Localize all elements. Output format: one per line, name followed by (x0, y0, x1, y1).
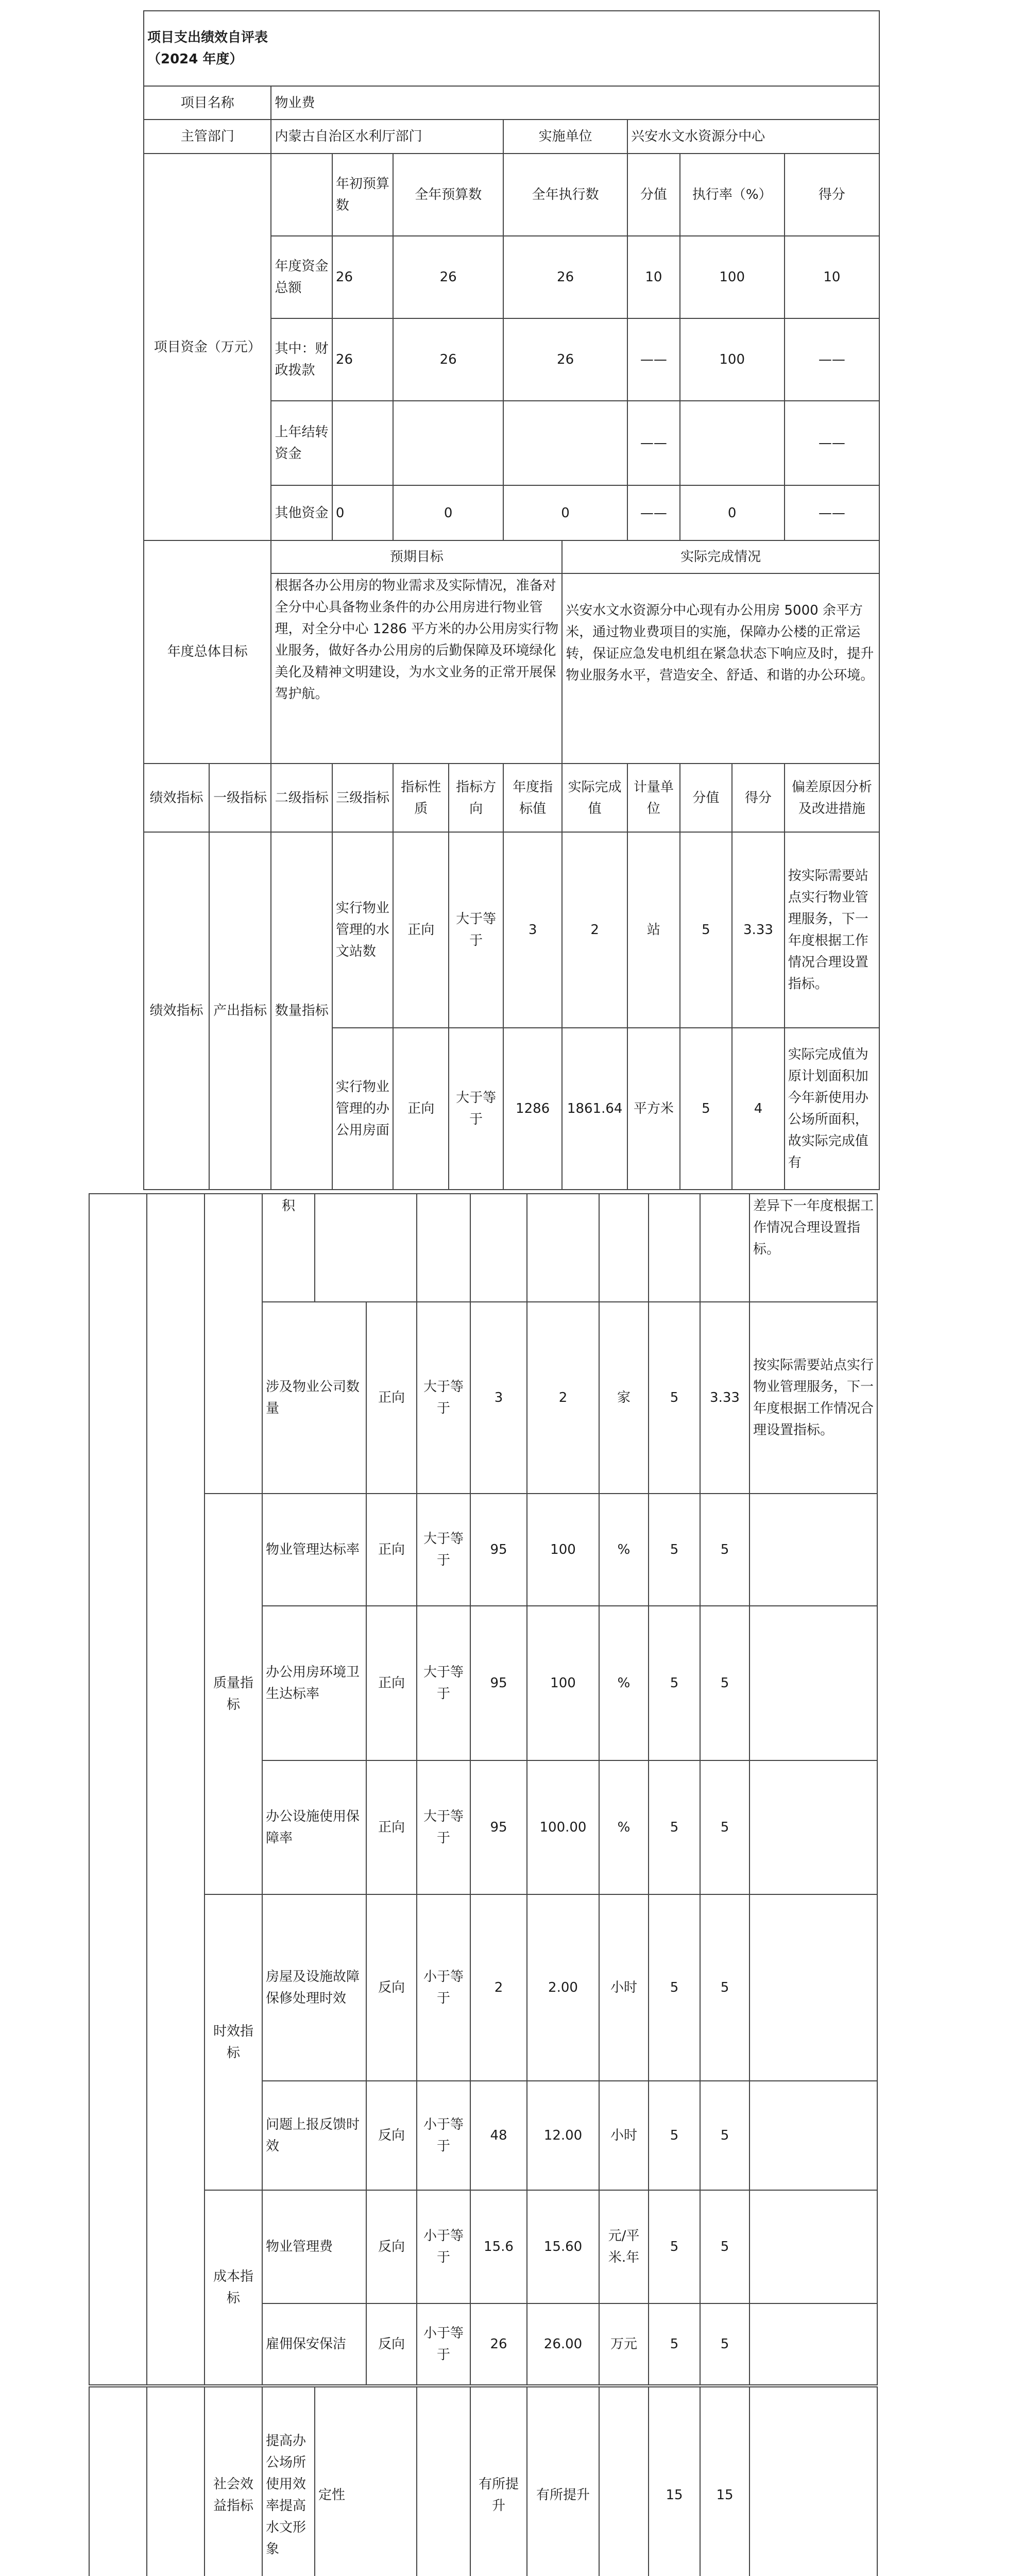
quantity-label: 数量指标 (271, 832, 332, 1190)
funds-cell: 26 (503, 236, 627, 318)
indicator-name: 实行物业管理的办公用房面 (332, 1028, 393, 1190)
indicator-direction: 小于等于 (417, 2081, 470, 2190)
benefit-label (147, 2387, 205, 2576)
indicator-direction: 小于等于 (417, 2190, 470, 2303)
indicator-actual: 100.00 (527, 1760, 599, 1894)
goals-actual-text: 兴安水文水资源分中心现有办公用房 5000 余平方米，通过物业费项目的实施，保障办公楼的正常运转，保证应急发电机组在紧急状态下响应及时，提升物业服务水平，营造安全、舒适、和谐的办公环境。 (562, 573, 879, 764)
indicator-name: 办公用房环境卫生达标率 (262, 1606, 366, 1760)
indicator-actual: 2 (562, 832, 627, 1028)
indicator-nature: 正向 (366, 1606, 417, 1760)
empty-cell (649, 1194, 700, 1302)
indicator-target: 95 (470, 1606, 527, 1760)
indicator-actual: 有所提升 (527, 2387, 599, 2576)
indicator-actual: 26.00 (527, 2303, 599, 2385)
header-note: 偏差原因分析及改进措施 (785, 764, 879, 832)
timeliness-label: 时效指标 (205, 1894, 262, 2190)
indicator-nature: 正向 (366, 1760, 417, 1894)
indicator-nature: 反向 (366, 1894, 417, 2081)
funds-corner (271, 154, 332, 236)
indicator-name: 物业管理费 (262, 2190, 366, 2303)
indicator-unit: % (599, 1494, 649, 1606)
level1-column-cont (147, 1194, 205, 2385)
funds-cell: 26 (393, 318, 503, 401)
header-level1: 一级指标 (209, 764, 271, 832)
indicator-direction: 大于等于 (417, 1606, 470, 1760)
indicator-direction: 小于等于 (417, 2303, 470, 2385)
empty-cell (417, 1194, 470, 1302)
self-evaluation-table-part-3 (89, 2386, 878, 2576)
indicator-nature: 正向 (393, 832, 449, 1028)
indicator-target: 15.6 (470, 2190, 527, 2303)
header-perf: 绩效指标 (144, 764, 209, 832)
funds-cell (680, 401, 785, 485)
indicator-target: 有所提升 (470, 2387, 527, 2576)
header-unit: 计量单位 (627, 764, 680, 832)
funds-cell: 100 (680, 236, 785, 318)
project-name-label: 项目名称 (144, 86, 271, 120)
indicator-note (750, 2190, 877, 2303)
funds-cell: —— (627, 318, 680, 401)
dept-value: 内蒙古自治区水利厅部门 (271, 120, 503, 154)
funds-cell (332, 401, 393, 485)
header-level2: 二级指标 (271, 764, 332, 832)
self-evaluation-table-part-1 (143, 10, 880, 1190)
funds-cell: —— (627, 401, 680, 485)
indicator-got: 15 (700, 2387, 750, 2576)
indicator-got: 5 (700, 2190, 750, 2303)
dept-label: 主管部门 (144, 120, 271, 154)
indicator-target: 95 (470, 1494, 527, 1606)
funds-cell: 0 (680, 485, 785, 540)
funds-cell: 10 (627, 236, 680, 318)
indicator-unit: 元/平米.年 (599, 2190, 649, 2303)
funds-header-score: 分值 (627, 154, 680, 236)
indicator-got: 5 (700, 1894, 750, 2081)
indicator-got: 4 (732, 1028, 785, 1190)
funds-cell: 0 (332, 485, 393, 540)
perf-column-cont (89, 2387, 147, 2576)
indicator-score: 5 (649, 1494, 700, 1606)
empty-cell (599, 1194, 649, 1302)
output-label: 产出指标 (209, 832, 271, 1190)
indicator-note (750, 1494, 877, 1606)
indicator-nature: 反向 (366, 2081, 417, 2190)
indicator-unit (599, 2387, 649, 2576)
funds-header-initial: 年初预算数 (332, 154, 393, 236)
indicator-got: 5 (700, 2303, 750, 2385)
indicator-direction (417, 2387, 470, 2576)
table-year: （2024 年度） (147, 51, 243, 67)
indicator-nature: 反向 (366, 2190, 417, 2303)
indicator-name: 实行物业管理的水文站数 (332, 832, 393, 1028)
indicator-actual: 1861.64 (562, 1028, 627, 1190)
indicator-direction: 大于等于 (417, 1760, 470, 1894)
indicator-unit: 平方米 (627, 1028, 680, 1190)
indicator-score: 5 (649, 2303, 700, 2385)
empty-cell (700, 1194, 750, 1302)
funds-cell: 26 (393, 236, 503, 318)
header-got: 得分 (732, 764, 785, 832)
indicator-score: 5 (649, 2081, 700, 2190)
indicator-note (750, 1606, 877, 1760)
indicator-note: 按实际需要站点实行物业管理服务，下一年度根据工作情况合理设置指标。 (785, 832, 879, 1028)
header-direction: 指标方向 (449, 764, 503, 832)
indicator-name: 办公设施使用保障率 (262, 1760, 366, 1894)
indicator-got: 3.33 (700, 1302, 750, 1494)
header-score: 分值 (680, 764, 733, 832)
empty-cell (315, 1194, 417, 1302)
funds-header-got: 得分 (785, 154, 879, 236)
indicator-nature: 定性 (315, 2387, 417, 2576)
funds-header-rate: 执行率（%） (680, 154, 785, 236)
funds-header-exec: 全年执行数 (503, 154, 627, 236)
indicator-nature: 正向 (393, 1028, 449, 1190)
self-evaluation-table-part-2 (89, 1193, 878, 2385)
funds-cell: —— (785, 318, 879, 401)
indicator-direction: 小于等于 (417, 1894, 470, 2081)
indicator-direction: 大于等于 (417, 1494, 470, 1606)
quality-label: 质量指标 (205, 1494, 262, 1894)
funds-cell: —— (785, 401, 879, 485)
indicator-note (750, 2387, 877, 2576)
indicator-name: 物业管理达标率 (262, 1494, 366, 1606)
goals-actual-header: 实际完成情况 (562, 540, 879, 573)
indicator-name: 涉及物业公司数量 (262, 1302, 366, 1494)
indicator-actual: 2 (527, 1302, 599, 1494)
indicator-score: 5 (649, 1894, 700, 2081)
indicator-score: 5 (649, 1606, 700, 1760)
indicator-actual: 15.60 (527, 2190, 599, 2303)
funds-cell: 26 (332, 236, 393, 318)
indicator-direction: 大于等于 (417, 1302, 470, 1494)
indicator-target: 3 (503, 832, 562, 1028)
funds-cell (503, 401, 627, 485)
indicator-score: 15 (649, 2387, 700, 2576)
indicator-score: 5 (680, 832, 733, 1028)
indicator-name: 房屋及设施故障保修处理时效 (262, 1894, 366, 2081)
indicator-direction: 大于等于 (449, 1028, 503, 1190)
header-level3: 三级指标 (332, 764, 393, 832)
indicator-nature: 正向 (366, 1494, 417, 1606)
indicator-score: 5 (649, 1760, 700, 1894)
empty-cell (470, 1194, 527, 1302)
indicator-score: 5 (680, 1028, 733, 1190)
indicator-nature: 正向 (366, 1302, 417, 1494)
funds-cell: 0 (393, 485, 503, 540)
indicator-nature: 反向 (366, 2303, 417, 2385)
goals-expected-text: 根据各办公用房的物业需求及实际情况，准备对全分中心具备物业条件的办公用房进行物业管理，对全分中心 1286 平方米的办公用房实行物业服务，做好各办公用房的后勤保障及环境绿化美化及精神文明建设，为水文业务的正常开展保驾护航。 (271, 573, 562, 764)
indicator-target: 95 (470, 1760, 527, 1894)
funds-row-name: 其中：财政拨款 (271, 318, 332, 401)
indicator-actual: 2.00 (527, 1894, 599, 2081)
funds-row-name: 其他资金 (271, 485, 332, 540)
table-title-cell (144, 11, 879, 86)
indicator-name: 提高办公场所使用效率提高水文形象 (262, 2387, 315, 2576)
empty-cell (527, 1194, 599, 1302)
indicator-got: 5 (700, 1494, 750, 1606)
indicator-target: 3 (470, 1302, 527, 1494)
indicator-got: 5 (700, 2081, 750, 2190)
indicator-note-cont: 差异下一年度根据工作情况合理设置指标。 (750, 1194, 877, 1302)
funds-row-name: 年度资金总额 (271, 236, 332, 318)
indicator-note (750, 2303, 877, 2385)
header-nature: 指标性质 (393, 764, 449, 832)
funds-cell: —— (785, 485, 879, 540)
funds-cell: 26 (332, 318, 393, 401)
indicator-note (750, 1760, 877, 1894)
indicator-actual: 12.00 (527, 2081, 599, 2190)
indicator-note: 实际完成值为原计划面积加今年新使用办公场所面积，故实际完成值有 (785, 1028, 879, 1190)
indicator-target: 48 (470, 2081, 527, 2190)
funds-label: 项目资金（万元） (144, 154, 271, 540)
funds-cell (393, 401, 503, 485)
unit-value: 兴安水文水资源分中心 (627, 120, 879, 154)
funds-cell: 26 (503, 318, 627, 401)
indicator-unit: 小时 (599, 1894, 649, 2081)
funds-header-budget: 全年预算数 (393, 154, 503, 236)
indicator-target: 26 (470, 2303, 527, 2385)
indicator-unit: 小时 (599, 2081, 649, 2190)
indicator-name: 问题上报反馈时效 (262, 2081, 366, 2190)
indicator-score: 5 (649, 2190, 700, 2303)
perf-column-cont (89, 1194, 147, 2385)
cost-label: 成本指标 (205, 2190, 262, 2385)
indicator-unit: % (599, 1606, 649, 1760)
indicator-unit: 万元 (599, 2303, 649, 2385)
indicator-actual: 100 (527, 1494, 599, 1606)
header-actual: 实际完成值 (562, 764, 627, 832)
table-title: 项目支出绩效自评表 (147, 29, 268, 45)
indicator-unit: % (599, 1760, 649, 1894)
funds-cell: —— (627, 485, 680, 540)
funds-cell: 100 (680, 318, 785, 401)
indicator-got: 5 (700, 1760, 750, 1894)
perf-label: 绩效指标 (144, 832, 209, 1190)
funds-cell: 10 (785, 236, 879, 318)
funds-row-name: 上年结转资金 (271, 401, 332, 485)
indicator-name: 雇佣保安保洁 (262, 2303, 366, 2385)
indicator-note (750, 2081, 877, 2190)
indicator-note: 按实际需要站点实行物业管理服务，下一年度根据工作情况合理设置指标。 (750, 1302, 877, 1494)
indicator-actual: 100 (527, 1606, 599, 1760)
indicator-name-cont: 积 (262, 1194, 315, 1302)
quantity-column-cont (205, 1194, 262, 1494)
goals-label: 年度总体目标 (144, 540, 271, 764)
indicator-score: 5 (649, 1302, 700, 1494)
unit-label: 实施单位 (503, 120, 627, 154)
indicator-direction: 大于等于 (449, 832, 503, 1028)
indicator-target: 1286 (503, 1028, 562, 1190)
project-name-value: 物业费 (271, 86, 879, 120)
goals-expected-header: 预期目标 (271, 540, 562, 573)
indicator-target: 2 (470, 1894, 527, 2081)
indicator-note (750, 1894, 877, 2081)
indicator-unit: 站 (627, 832, 680, 1028)
indicator-got: 5 (700, 1606, 750, 1760)
header-target: 年度指标值 (503, 764, 562, 832)
indicator-unit: 家 (599, 1302, 649, 1494)
social-label: 社会效益指标 (205, 2387, 262, 2576)
indicator-got: 3.33 (732, 832, 785, 1028)
funds-cell: 0 (503, 485, 627, 540)
